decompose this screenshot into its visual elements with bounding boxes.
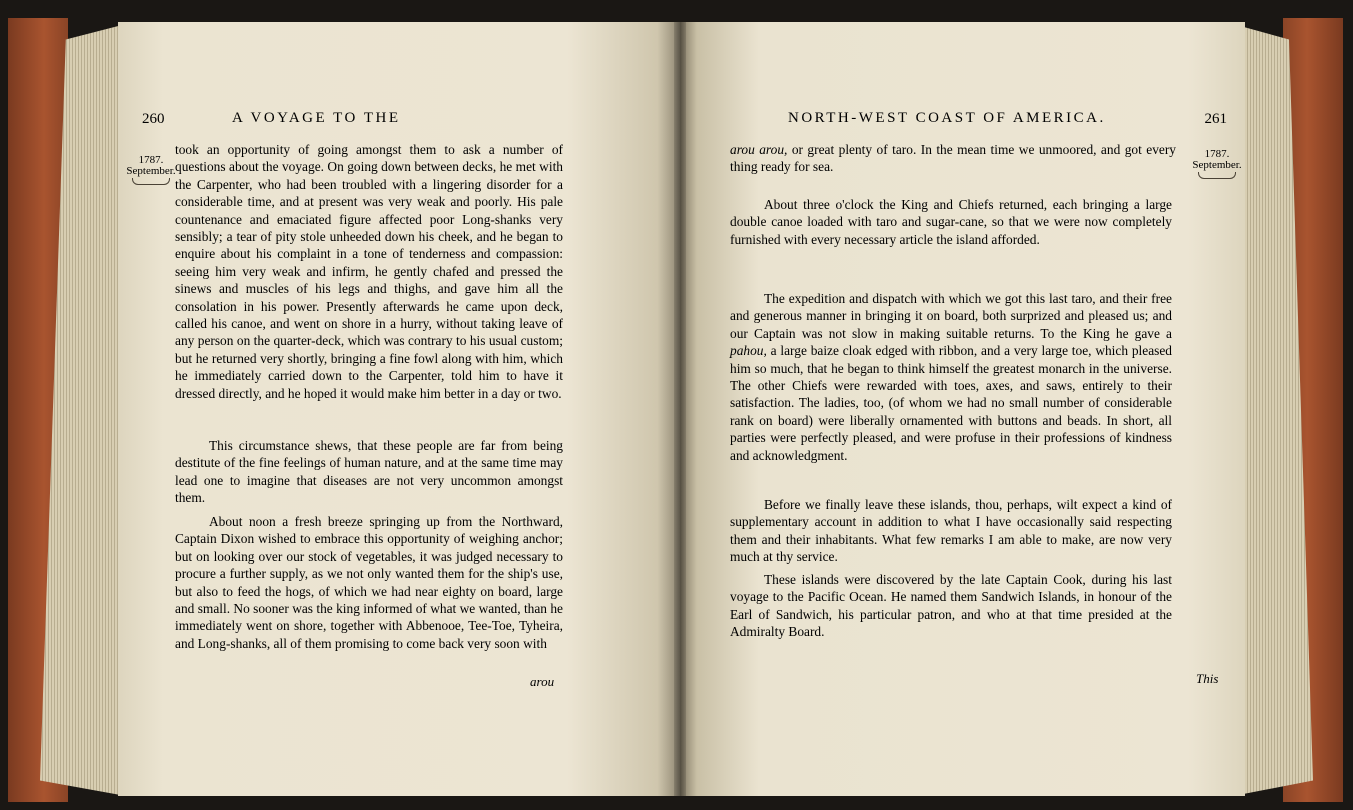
left-page-text [175,141,563,402]
right-paragraph-1-italic: arou arou, [730,142,788,157]
right-page-text-5 [730,571,1172,641]
right-page-text-2 [730,196,1172,248]
right-paragraph-1 [730,141,1176,176]
left-catchword: arou [530,674,555,689]
right-margin-date [1192,149,1242,179]
right-paragraph-4: Before we finally leave these islands, thou, perhaps, wilt expect a kind of supplementary account in addition to what I have occasionally said respecting them and their inhabitants. What few remarks I am able to make, are now very much at thy service. [730,497,1172,565]
right-margin-year: 1787. [1204,148,1230,160]
left-page-text-3 [175,513,563,652]
right-page-text-3 [730,290,1172,464]
right-paragraph-3-text-b: a large baize cloak edged with ribbon, and a very large toe, which pleased him so much, that he began to think himself the greatest monarch in the universe. The other Chiefs were rewarded with toes, axes, and saws, entirely to their satisfaction. The ladies, too, (of whom we had no small number of considerable rank on board) were liberally ornamented with buttons and beads. In short, all parties were perfectly pleased, and were profuse in their professions of kindness and acknowledgment. [730,343,1172,463]
right-paragraph-2: About three o'clock the King and Chiefs returned, each bringing a large double canoe loaded with taro and sugar-cane, so that we were now completely furnished with every necessary article the island afforded. [730,197,1172,247]
right-catchword: This [1196,671,1219,686]
left-page-number: 260 [142,111,165,127]
right-paragraph-1-text: or great plenty of taro. In the mean time we unmoored, and got every thing ready for sea. [730,142,1176,175]
right-page-text-4 [730,496,1172,566]
left-paragraph-2: This circumstance shews, that these people are far from being destitute of the fine feelings of human nature, and at the same time may lead one to imagine that diseases are not very uncommon amongst them. [175,438,563,506]
left-margin-date [126,155,176,185]
margin-brace [1198,172,1236,179]
left-paragraph-1: took an opportunity of going amongst them to ask a number of questions about the voyage. On going down between decks, he met with the Carpenter, who had been troubled with a lingering disorder for a considerable time, and at present was very weak and poorly. His pale countenance and emaciated figure affected poor Long-shanks very sensibly; a tear of pity stole unheeded down his cheek, and he began to enquire about his complaint in a tone of tenderness and compassion: seeing him very weak and infirm, he gently chafed and pressed the sinews and muscles of his legs and thighs, and gave him all the consolation in his power. Presently afterwards he came upon deck, called his canoe, and went on shore in a hurry, without taking leave of any person on the quarter-deck, which was contrary to his usual custom; but he returned very shortly, bringing a fine fowl along with him, which he immediately carried down to the Carpenter, told him to have it dressed directly, and he hoped it would make him better in a day or two. [175,142,563,401]
left-page-text-2 [175,437,563,507]
left-margin-month: September. [126,165,176,177]
right-running-head: NORTH-WEST COAST OF AMERICA. [788,110,1106,126]
right-margin-month: September. [1192,159,1242,171]
right-paragraph-3-italic: pahou, [730,343,767,359]
left-running-head: A VOYAGE TO THE [232,110,401,126]
right-paragraph-3-text-a: The expedition and dispatch with which we got this last taro, and their free and generous manner in bringing it on board, both surprized and pleased us; and our Captain was not slow in making suitable returns. To the King he gave a [730,291,1172,341]
left-margin-year: 1787. [138,154,164,166]
right-paragraph-3 [730,290,1172,464]
right-paragraph-5: These islands were discovered by the late Captain Cook, during his last voyage to the Pacific Ocean. He named them Sandwich Islands, in honour of the Earl of Sandwich, his particular patron, and who at that time presided at the Admiralty Board. [730,572,1172,640]
right-page-text-1 [730,141,1176,176]
right-page-number: 261 [1204,111,1227,127]
margin-brace [132,178,170,185]
left-paragraph-3: About noon a fresh breeze springing up from the Northward, Captain Dixon wished to embrace this opportunity of weighing anchor; but on looking over our stock of vegetables, it was judged necessary to procure a further supply, as we not only wanted them for the ship's use, but also to feed the hogs, of which we had near eighty on board, large and small. No sooner was the king informed of what we wanted, than he immediately went on shore, together with Abbenooe, Tee-Toe, Tyheira, and Long-shanks, all of them promising to come back very soon with [175,514,563,651]
